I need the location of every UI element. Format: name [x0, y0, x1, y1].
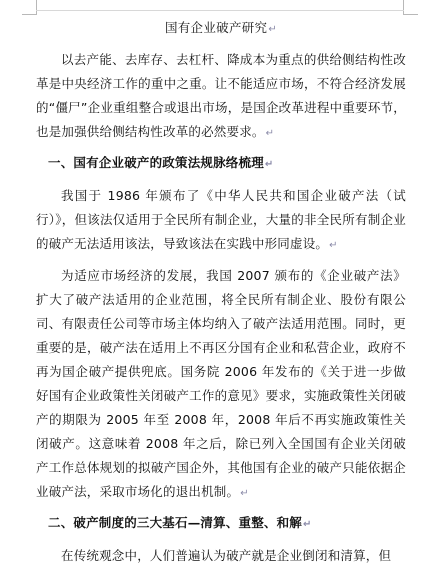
- section-heading: 二、破产制度的三大基石—清算、重整、和解↵: [48, 515, 312, 530]
- page-corner-mark: [403, 0, 418, 15]
- paragraph: 在传统观念中，人们普遍认为破产就是企业倒闭和清算，但: [61, 548, 392, 563]
- paragraph-mark: ↵: [240, 488, 249, 499]
- paragraph: 为适应市场经济的发展，我国 2007 颁布的《企业破产法》扩大了破产法适用的企业范围，将全民所有制企业、股份有限公司、有限责任公司等市场主体均纳入了破产法适用范围。同时，更重要的是，破产法在适用上不再区分国有企业和私营企业，政府不再为国企破产提供兜底。国务院 2006 年发布的《关于进一步做好国有企业政策性关闭破产工作的意见》要求，实施政策性关闭破产的期限为 2005 年至 2008 年，2008 年后不再实施政策性关闭破产。这意味着 2008 年之后，除已列入全国国有企业关闭破产工作总体规划的拟破产国企外，其他国有企业的破产只能依据企业破产法，采取市场化的退出机制。↵: [36, 268, 406, 499]
- paragraph: 以去产能、去库存、去杠杆、降成本为重点的供给侧结构性改革是中央经济工作的重中之重。让不能适应市场，不符合经济发展的“僵尸”企业重组整合或退出市场，是国企改革进程中重要环节，也是加强供给侧结构性改革的必然要求。↵: [36, 52, 406, 139]
- page-top-border: [36, 10, 404, 11]
- page-corner-mark: [22, 0, 37, 15]
- paragraph: 我国于 1986 年颁布了《中华人民共和国企业破产法（试行）》，但该法仅适用于全民所有制企业，大量的非全民所有制企业的破产无法适用该法，导致该法在实践中形同虚设。↵: [36, 188, 406, 251]
- paragraph-mark: ↵: [303, 519, 312, 530]
- paragraph-mark: ↵: [264, 159, 274, 170]
- document-body[interactable]: [36, 18, 406, 574]
- paragraph-mark: ↵: [265, 128, 275, 139]
- paragraph-mark: ↵: [268, 24, 278, 35]
- section-heading: 一、国有企业破产的政策法规脉络梳理↵: [48, 155, 274, 170]
- paragraph-mark: ↵: [329, 240, 338, 251]
- document-title: 国有企业破产研究↵: [164, 20, 278, 35]
